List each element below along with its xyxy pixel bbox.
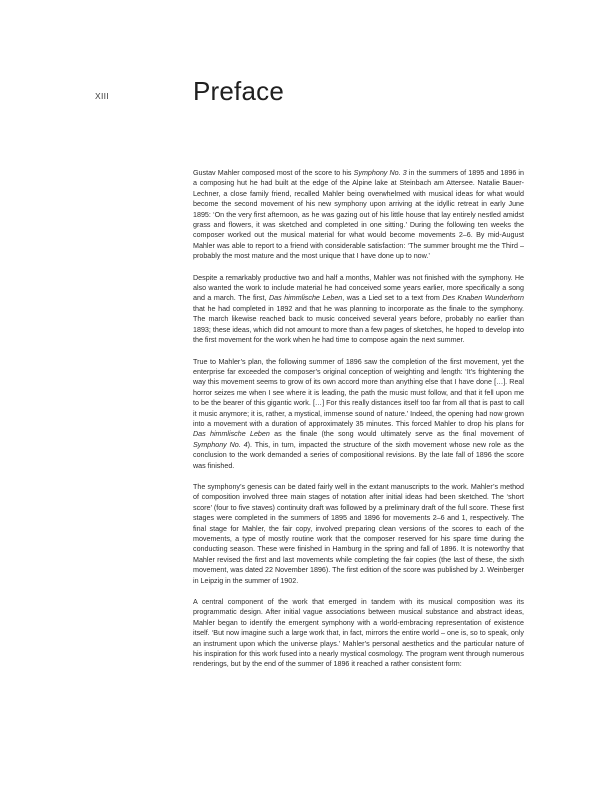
text-run: True to Mahler’s plan, the following summer of 1896 saw the completion of the first movement, yet the enterprise far exceeded the composer’s original conception of weighting and length: ‘It’s frightening the way this movement seems to grow of its own accord more than anything else that I have done […]. Real horror seizes me when I see where it is leading, the path the music must follow, and that it fell upon me to be the bearer of this gigantic work. […] For this really distances itself too far from all that is past to call it music anymore; it is, rather, a mystical, immense sound of nature.’ Indeed, the opening had now grown into a movement with a duration of approximately 35 minutes. This forced Mahler to drop his plans for <box>193 357 524 428</box>
text-run: ). This, in turn, impacted the structure of the sixth movement whose new role as the conclusion to the work demanded a series of compositional revisions. By the late fall of 1896 the score was finished. <box>193 440 524 470</box>
italic-title: Des Knaben Wunderhorn <box>442 294 524 303</box>
italic-title: Das himmlische Leben <box>268 294 343 303</box>
text-run: Despite a remarkably productive two and half a months, Mahler was not finished with the symphony. He also wanted the work to include material he had conceived some years earlier, more specifically a song and a march. The first, <box>193 273 524 303</box>
paragraph-1 <box>193 168 524 262</box>
page-title: Preface <box>193 76 285 106</box>
text-run: that he had completed in 1892 and that he was planning to incorporate as the finale to the symphony. The march likewise reached back to music conceived several years before, probably no earlier than 1893; these ideas, which did not amount to more than a few pages of sketches, he hoped to develop into the first movement for the work when he had time to compose again the next summer. <box>193 304 524 345</box>
paragraph-2 <box>193 273 524 346</box>
text-run: in the summers of 1895 and 1896 in a composing hut he had built at the edge of the Alpine lake at Steinbach am Attersee. Natalie Bauer-Lechner, a close family friend, recalled Mahler being overwhelmed with musical ideas for what would become the second movement of his new symphony upon arriving at the idyllic retreat in early June 1895: ‘On the very first afternoon, as he was gazing out of his little house that lay entirely nestled amidst grass and flowers, it was sketched and completed in one sitting.’ During the following ten weeks the composer worked out the musical material for what would become movements 2–6. By mid-August Mahler was able to report to a friend with considerable satisfaction: ‘The summer brought me the Third – probably the most mature and the most unique that I have done up to now.’ <box>193 169 524 261</box>
preface-body <box>193 168 524 681</box>
paragraph-4 <box>193 482 524 586</box>
paragraph-3 <box>193 357 524 471</box>
text-run: Gustav Mahler composed most of the score to his <box>193 169 354 177</box>
text-run: The symphony’s genesis can be dated fairly well in the extant manuscripts to the work. Mahler’s method of composition involved three main stages of notation after initial ideas had been sketched. The ‘short score’ (four to five staves) continuity draft was followed by a preliminary draft of the full score. These first stages were completed in the summers of 1895 and 1896 for movements 2–6 and 1, respectively. The final stage for Mahler, the fair copy, involved preparing clean versions of the scores to each of the movements, a type of mostly routine work that the composer reserved for his spare time during the conducting season. These were finished in Hamburg in the spring and fall of 1896. It is noteworthy that Mahler revised the first and last movements while completing the fair copies (the last of these, the sixth movement, was dated 22 November 1896). The first edition of the score was published by J. Weinberger in Leipzig in the summer of 1902. <box>193 482 524 585</box>
italic-title: Symphony No. 3 <box>353 169 407 177</box>
text-run: as the finale (the song would ultimately serve as the final movement of <box>269 430 524 439</box>
text-run: , was a Lied set to a text from <box>342 294 443 303</box>
italic-title: Symphony No. 4 <box>193 440 248 449</box>
italic-title: Das himmlische Leben <box>193 430 270 439</box>
text-run: A central component of the work that emerged in tandem with its musical composition was its programmatic design. After initial vague associations between musical substance and abstract ideas, Mahler began to identify the emergent symphony with a world-embracing representation of existence itself. ‘But now imagine such a large work that, in fact, mirrors the entire world – one is, so to speak, only an instrument upon which the universe plays.’ Mahler’s personal aesthetics and the particular nature of his inspiration for this work fused into a nearly mystical cosmology. The program went through numerous renderings, but by the end of the summer of 1896 it reached a rather consistent form: <box>193 598 524 669</box>
paragraph-5 <box>193 597 524 670</box>
page-number: XIII <box>95 91 109 101</box>
